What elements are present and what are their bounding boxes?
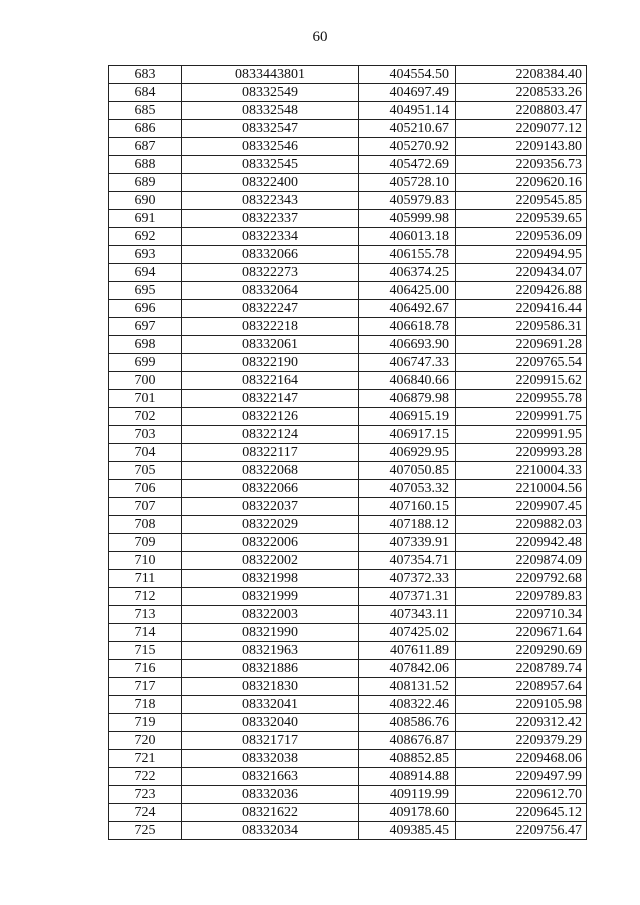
y-coordinate-cell: 2209955.78 [456, 390, 587, 408]
table-row [109, 570, 587, 588]
table-row [109, 696, 587, 714]
point-id-cell: 08322273 [182, 264, 359, 282]
point-id-cell: 08332547 [182, 120, 359, 138]
y-coordinate-cell: 2208533.26 [456, 84, 587, 102]
point-id-cell: 08332036 [182, 786, 359, 804]
table-row [109, 228, 587, 246]
table-row [109, 354, 587, 372]
x-coordinate-cell: 409178.60 [359, 804, 456, 822]
x-coordinate-cell: 406492.67 [359, 300, 456, 318]
x-coordinate-cell: 405472.69 [359, 156, 456, 174]
y-coordinate-cell: 2209468.06 [456, 750, 587, 768]
point-id-cell: 08332545 [182, 156, 359, 174]
point-number-cell: 690 [109, 192, 182, 210]
x-coordinate-cell: 407842.06 [359, 660, 456, 678]
point-number-cell: 720 [109, 732, 182, 750]
y-coordinate-cell: 2209494.95 [456, 246, 587, 264]
point-number-cell: 713 [109, 606, 182, 624]
x-coordinate-cell: 407188.12 [359, 516, 456, 534]
table-row [109, 462, 587, 480]
point-id-cell: 08321622 [182, 804, 359, 822]
point-number-cell: 693 [109, 246, 182, 264]
point-number-cell: 699 [109, 354, 182, 372]
point-id-cell: 08321990 [182, 624, 359, 642]
x-coordinate-cell: 408852.85 [359, 750, 456, 768]
y-coordinate-cell: 2208789.74 [456, 660, 587, 678]
point-id-cell: 08321998 [182, 570, 359, 588]
x-coordinate-cell: 406929.95 [359, 444, 456, 462]
point-number-cell: 721 [109, 750, 182, 768]
table-row [109, 318, 587, 336]
x-coordinate-cell: 407611.89 [359, 642, 456, 660]
point-id-cell: 08322066 [182, 480, 359, 498]
point-number-cell: 724 [109, 804, 182, 822]
y-coordinate-cell: 2210004.33 [456, 462, 587, 480]
table-row [109, 624, 587, 642]
x-coordinate-cell: 407371.31 [359, 588, 456, 606]
x-coordinate-cell: 406374.25 [359, 264, 456, 282]
table-row [109, 498, 587, 516]
point-number-cell: 711 [109, 570, 182, 588]
y-coordinate-cell: 2209612.70 [456, 786, 587, 804]
point-number-cell: 689 [109, 174, 182, 192]
y-coordinate-cell: 2209077.12 [456, 120, 587, 138]
y-coordinate-cell: 2208803.47 [456, 102, 587, 120]
table-row [109, 804, 587, 822]
point-number-cell: 716 [109, 660, 182, 678]
table-row [109, 372, 587, 390]
table-row [109, 300, 587, 318]
point-number-cell: 702 [109, 408, 182, 426]
table-row [109, 444, 587, 462]
point-number-cell: 723 [109, 786, 182, 804]
point-id-cell: 0833443801 [182, 66, 359, 84]
x-coordinate-cell: 408586.76 [359, 714, 456, 732]
x-coordinate-cell: 407053.32 [359, 480, 456, 498]
point-id-cell: 08321886 [182, 660, 359, 678]
y-coordinate-cell: 2209792.68 [456, 570, 587, 588]
point-id-cell: 08332549 [182, 84, 359, 102]
x-coordinate-cell: 406915.19 [359, 408, 456, 426]
x-coordinate-cell: 408131.52 [359, 678, 456, 696]
x-coordinate-cell: 405210.67 [359, 120, 456, 138]
point-number-cell: 722 [109, 768, 182, 786]
table-row [109, 336, 587, 354]
point-id-cell: 08322006 [182, 534, 359, 552]
point-id-cell: 08322126 [182, 408, 359, 426]
y-coordinate-cell: 2208957.64 [456, 678, 587, 696]
y-coordinate-cell: 2209426.88 [456, 282, 587, 300]
point-number-cell: 684 [109, 84, 182, 102]
y-coordinate-cell: 2209765.54 [456, 354, 587, 372]
table-row [109, 156, 587, 174]
point-id-cell: 08322002 [182, 552, 359, 570]
point-number-cell: 714 [109, 624, 182, 642]
point-number-cell: 712 [109, 588, 182, 606]
x-coordinate-cell: 404697.49 [359, 84, 456, 102]
point-id-cell: 08332546 [182, 138, 359, 156]
y-coordinate-cell: 2209991.75 [456, 408, 587, 426]
point-id-cell: 08332548 [182, 102, 359, 120]
y-coordinate-cell: 2209312.42 [456, 714, 587, 732]
table-row [109, 822, 587, 840]
point-id-cell: 08321830 [182, 678, 359, 696]
coordinates-table-body [109, 66, 587, 840]
point-number-cell: 709 [109, 534, 182, 552]
x-coordinate-cell: 405979.83 [359, 192, 456, 210]
y-coordinate-cell: 2209356.73 [456, 156, 587, 174]
y-coordinate-cell: 2209942.48 [456, 534, 587, 552]
point-id-cell: 08322147 [182, 390, 359, 408]
point-number-cell: 688 [109, 156, 182, 174]
point-number-cell: 710 [109, 552, 182, 570]
x-coordinate-cell: 407160.15 [359, 498, 456, 516]
y-coordinate-cell: 2208384.40 [456, 66, 587, 84]
x-coordinate-cell: 407343.11 [359, 606, 456, 624]
table-row [109, 480, 587, 498]
x-coordinate-cell: 406879.98 [359, 390, 456, 408]
y-coordinate-cell: 2209497.99 [456, 768, 587, 786]
y-coordinate-cell: 2209620.16 [456, 174, 587, 192]
point-number-cell: 692 [109, 228, 182, 246]
x-coordinate-cell: 406155.78 [359, 246, 456, 264]
point-number-cell: 698 [109, 336, 182, 354]
x-coordinate-cell: 408322.46 [359, 696, 456, 714]
table-row [109, 678, 587, 696]
x-coordinate-cell: 404554.50 [359, 66, 456, 84]
point-id-cell: 08321963 [182, 642, 359, 660]
table-row [109, 192, 587, 210]
point-number-cell: 700 [109, 372, 182, 390]
y-coordinate-cell: 2209290.69 [456, 642, 587, 660]
table-row [109, 408, 587, 426]
y-coordinate-cell: 2210004.56 [456, 480, 587, 498]
point-number-cell: 707 [109, 498, 182, 516]
table-row [109, 426, 587, 444]
point-number-cell: 701 [109, 390, 182, 408]
point-id-cell: 08332066 [182, 246, 359, 264]
point-number-cell: 725 [109, 822, 182, 840]
point-number-cell: 683 [109, 66, 182, 84]
table-row [109, 282, 587, 300]
point-id-cell: 08332064 [182, 282, 359, 300]
table-row [109, 516, 587, 534]
y-coordinate-cell: 2209539.65 [456, 210, 587, 228]
y-coordinate-cell: 2209874.09 [456, 552, 587, 570]
y-coordinate-cell: 2209586.31 [456, 318, 587, 336]
y-coordinate-cell: 2209105.98 [456, 696, 587, 714]
point-number-cell: 719 [109, 714, 182, 732]
point-number-cell: 705 [109, 462, 182, 480]
coordinates-table [108, 65, 587, 840]
point-number-cell: 691 [109, 210, 182, 228]
x-coordinate-cell: 406013.18 [359, 228, 456, 246]
table-row [109, 210, 587, 228]
y-coordinate-cell: 2209379.29 [456, 732, 587, 750]
y-coordinate-cell: 2209143.80 [456, 138, 587, 156]
point-id-cell: 08321663 [182, 768, 359, 786]
table-row [109, 606, 587, 624]
table-row [109, 138, 587, 156]
x-coordinate-cell: 404951.14 [359, 102, 456, 120]
y-coordinate-cell: 2209416.44 [456, 300, 587, 318]
table-row [109, 768, 587, 786]
point-id-cell: 08322117 [182, 444, 359, 462]
x-coordinate-cell: 407354.71 [359, 552, 456, 570]
y-coordinate-cell: 2209536.09 [456, 228, 587, 246]
point-number-cell: 708 [109, 516, 182, 534]
table-row [109, 174, 587, 192]
point-id-cell: 08322218 [182, 318, 359, 336]
x-coordinate-cell: 407050.85 [359, 462, 456, 480]
y-coordinate-cell: 2209993.28 [456, 444, 587, 462]
point-number-cell: 715 [109, 642, 182, 660]
table-row [109, 714, 587, 732]
y-coordinate-cell: 2209756.47 [456, 822, 587, 840]
x-coordinate-cell: 406693.90 [359, 336, 456, 354]
table-row [109, 264, 587, 282]
point-number-cell: 704 [109, 444, 182, 462]
point-id-cell: 08322029 [182, 516, 359, 534]
point-id-cell: 08332038 [182, 750, 359, 768]
y-coordinate-cell: 2209645.12 [456, 804, 587, 822]
y-coordinate-cell: 2209710.34 [456, 606, 587, 624]
table-row [109, 588, 587, 606]
point-id-cell: 08332040 [182, 714, 359, 732]
x-coordinate-cell: 405728.10 [359, 174, 456, 192]
point-id-cell: 08322247 [182, 300, 359, 318]
x-coordinate-cell: 408676.87 [359, 732, 456, 750]
x-coordinate-cell: 406840.66 [359, 372, 456, 390]
point-id-cell: 08322343 [182, 192, 359, 210]
x-coordinate-cell: 405999.98 [359, 210, 456, 228]
point-number-cell: 703 [109, 426, 182, 444]
x-coordinate-cell: 406917.15 [359, 426, 456, 444]
y-coordinate-cell: 2209991.95 [456, 426, 587, 444]
point-number-cell: 685 [109, 102, 182, 120]
point-number-cell: 706 [109, 480, 182, 498]
x-coordinate-cell: 406425.00 [359, 282, 456, 300]
table-row [109, 750, 587, 768]
point-id-cell: 08321999 [182, 588, 359, 606]
point-number-cell: 696 [109, 300, 182, 318]
table-row [109, 102, 587, 120]
x-coordinate-cell: 405270.92 [359, 138, 456, 156]
point-id-cell: 08332061 [182, 336, 359, 354]
point-number-cell: 687 [109, 138, 182, 156]
y-coordinate-cell: 2209789.83 [456, 588, 587, 606]
point-id-cell: 08332041 [182, 696, 359, 714]
table-row [109, 660, 587, 678]
point-number-cell: 694 [109, 264, 182, 282]
y-coordinate-cell: 2209434.07 [456, 264, 587, 282]
y-coordinate-cell: 2209907.45 [456, 498, 587, 516]
point-id-cell: 08322337 [182, 210, 359, 228]
point-id-cell: 08322124 [182, 426, 359, 444]
x-coordinate-cell: 407372.33 [359, 570, 456, 588]
x-coordinate-cell: 409385.45 [359, 822, 456, 840]
x-coordinate-cell: 406618.78 [359, 318, 456, 336]
point-number-cell: 695 [109, 282, 182, 300]
table-row [109, 84, 587, 102]
table-row [109, 390, 587, 408]
point-id-cell: 08322003 [182, 606, 359, 624]
table-row [109, 120, 587, 138]
x-coordinate-cell: 408914.88 [359, 768, 456, 786]
table-row [109, 786, 587, 804]
point-id-cell: 08322037 [182, 498, 359, 516]
point-id-cell: 08322190 [182, 354, 359, 372]
y-coordinate-cell: 2209915.62 [456, 372, 587, 390]
y-coordinate-cell: 2209691.28 [456, 336, 587, 354]
table-row [109, 534, 587, 552]
y-coordinate-cell: 2209882.03 [456, 516, 587, 534]
table-row [109, 246, 587, 264]
point-id-cell: 08322164 [182, 372, 359, 390]
point-id-cell: 08322334 [182, 228, 359, 246]
point-number-cell: 686 [109, 120, 182, 138]
point-id-cell: 08322068 [182, 462, 359, 480]
point-number-cell: 717 [109, 678, 182, 696]
page-number: 60 [312, 29, 328, 45]
table-row [109, 66, 587, 84]
point-id-cell: 08321717 [182, 732, 359, 750]
table-row [109, 552, 587, 570]
table-row [109, 642, 587, 660]
point-id-cell: 08332034 [182, 822, 359, 840]
x-coordinate-cell: 407339.91 [359, 534, 456, 552]
x-coordinate-cell: 406747.33 [359, 354, 456, 372]
point-id-cell: 08322400 [182, 174, 359, 192]
x-coordinate-cell: 407425.02 [359, 624, 456, 642]
y-coordinate-cell: 2209671.64 [456, 624, 587, 642]
point-number-cell: 718 [109, 696, 182, 714]
point-number-cell: 697 [109, 318, 182, 336]
y-coordinate-cell: 2209545.85 [456, 192, 587, 210]
x-coordinate-cell: 409119.99 [359, 786, 456, 804]
table-row [109, 732, 587, 750]
